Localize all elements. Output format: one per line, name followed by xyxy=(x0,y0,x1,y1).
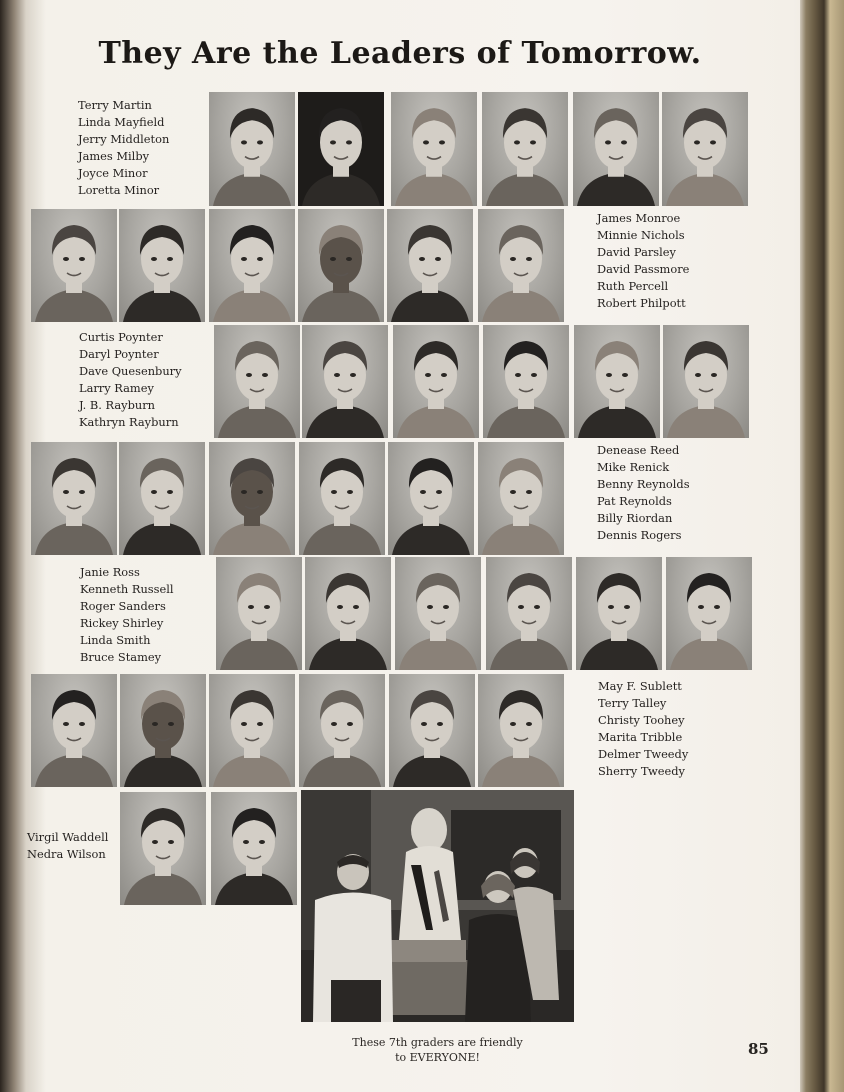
name-list-row-4 xyxy=(597,442,690,544)
student-name: Terry Talley xyxy=(598,696,667,710)
student-portrait xyxy=(298,92,384,206)
student-portrait xyxy=(666,557,752,670)
student-name: May F. Sublett xyxy=(598,679,682,693)
student-name: James Milby xyxy=(78,149,150,163)
student-portrait xyxy=(119,442,205,555)
student-name: Bruce Stamey xyxy=(80,650,162,664)
caption-line-1: These 7th graders are friendly xyxy=(352,1036,523,1049)
student-portrait xyxy=(216,557,302,670)
student-name: Mike Renick xyxy=(597,460,670,474)
student-portrait xyxy=(478,674,564,787)
student-portrait xyxy=(119,209,205,322)
name-list-row-1 xyxy=(78,97,169,199)
student-portrait xyxy=(299,674,385,787)
student-name: Larry Ramey xyxy=(79,381,154,395)
student-portrait xyxy=(302,325,388,438)
name-list-row-3 xyxy=(79,329,182,431)
student-portrait xyxy=(298,209,384,322)
student-name: J. B. Rayburn xyxy=(79,398,156,412)
student-portrait xyxy=(573,92,659,206)
student-portrait xyxy=(483,325,569,438)
student-name: Janie Ross xyxy=(80,565,140,579)
name-list-row-6 xyxy=(598,678,688,780)
student-name: Dave Quesenbury xyxy=(79,364,182,378)
student-name: Linda Mayfield xyxy=(78,115,165,129)
student-name: Jerry Middleton xyxy=(78,132,170,146)
student-name: Curtis Poynter xyxy=(79,330,163,344)
student-portrait xyxy=(211,792,297,905)
student-portrait xyxy=(393,325,479,438)
student-portrait xyxy=(209,674,295,787)
student-portrait xyxy=(388,442,474,555)
student-portrait xyxy=(305,557,391,670)
group-photo xyxy=(301,790,574,1022)
student-portrait xyxy=(31,442,117,555)
page-number: 85 xyxy=(748,1040,769,1058)
student-name: Minnie Nichols xyxy=(597,228,685,242)
student-name: Delmer Tweedy xyxy=(598,747,689,761)
student-name: Ruth Percell xyxy=(597,279,669,293)
student-portrait xyxy=(209,209,295,322)
student-name: Billy Riordan xyxy=(597,511,673,525)
student-portrait xyxy=(31,209,117,322)
student-portrait xyxy=(389,674,475,787)
student-portrait xyxy=(478,442,564,555)
student-name: Terry Martin xyxy=(78,98,152,112)
student-portrait xyxy=(209,442,295,555)
student-portrait xyxy=(120,792,206,905)
student-name: James Monroe xyxy=(597,211,681,225)
student-name: Linda Smith xyxy=(80,633,151,647)
page-title: They Are the Leaders of Tomorrow. xyxy=(98,36,702,71)
student-name: Benny Reynolds xyxy=(597,477,690,491)
student-name: Denease Reed xyxy=(597,443,680,457)
student-name: Rickey Shirley xyxy=(80,616,164,630)
name-list-row-5 xyxy=(80,564,174,666)
student-portrait xyxy=(486,557,572,670)
caption-line-2: to EVERYONE! xyxy=(395,1051,480,1064)
student-name: Marita Tribble xyxy=(598,730,683,744)
student-name: Dennis Rogers xyxy=(597,528,682,542)
student-name: Nedra Wilson xyxy=(27,847,106,861)
student-portrait xyxy=(663,325,749,438)
student-portrait xyxy=(478,209,564,322)
student-name: Christy Toohey xyxy=(598,713,685,727)
student-portrait xyxy=(391,92,477,206)
name-list-row-7 xyxy=(27,829,108,863)
student-name: Kathryn Rayburn xyxy=(79,415,179,429)
student-portrait xyxy=(395,557,481,670)
student-name: Kenneth Russell xyxy=(80,582,174,596)
student-name: Daryl Poynter xyxy=(79,347,159,361)
group-photo-caption xyxy=(301,1035,574,1065)
student-name: Pat Reynolds xyxy=(597,494,672,508)
student-portrait xyxy=(31,674,117,787)
student-portrait xyxy=(482,92,568,206)
student-name: Sherry Tweedy xyxy=(598,764,685,778)
student-portrait xyxy=(662,92,748,206)
student-portrait xyxy=(120,674,206,787)
student-portrait xyxy=(299,442,385,555)
book-binding-edge xyxy=(800,0,844,1092)
student-portrait xyxy=(214,325,300,438)
student-name: David Passmore xyxy=(597,262,690,276)
student-name: Joyce Minor xyxy=(78,166,148,180)
student-name: Robert Philpott xyxy=(597,296,686,310)
student-name: Loretta Minor xyxy=(78,183,160,197)
student-name: Roger Sanders xyxy=(80,599,166,613)
student-portrait xyxy=(387,209,473,322)
student-name: Virgil Waddell xyxy=(27,830,109,844)
student-portrait xyxy=(574,325,660,438)
student-portrait xyxy=(209,92,295,206)
student-portrait xyxy=(576,557,662,670)
student-name: David Parsley xyxy=(597,245,676,259)
name-list-row-2 xyxy=(597,210,689,312)
